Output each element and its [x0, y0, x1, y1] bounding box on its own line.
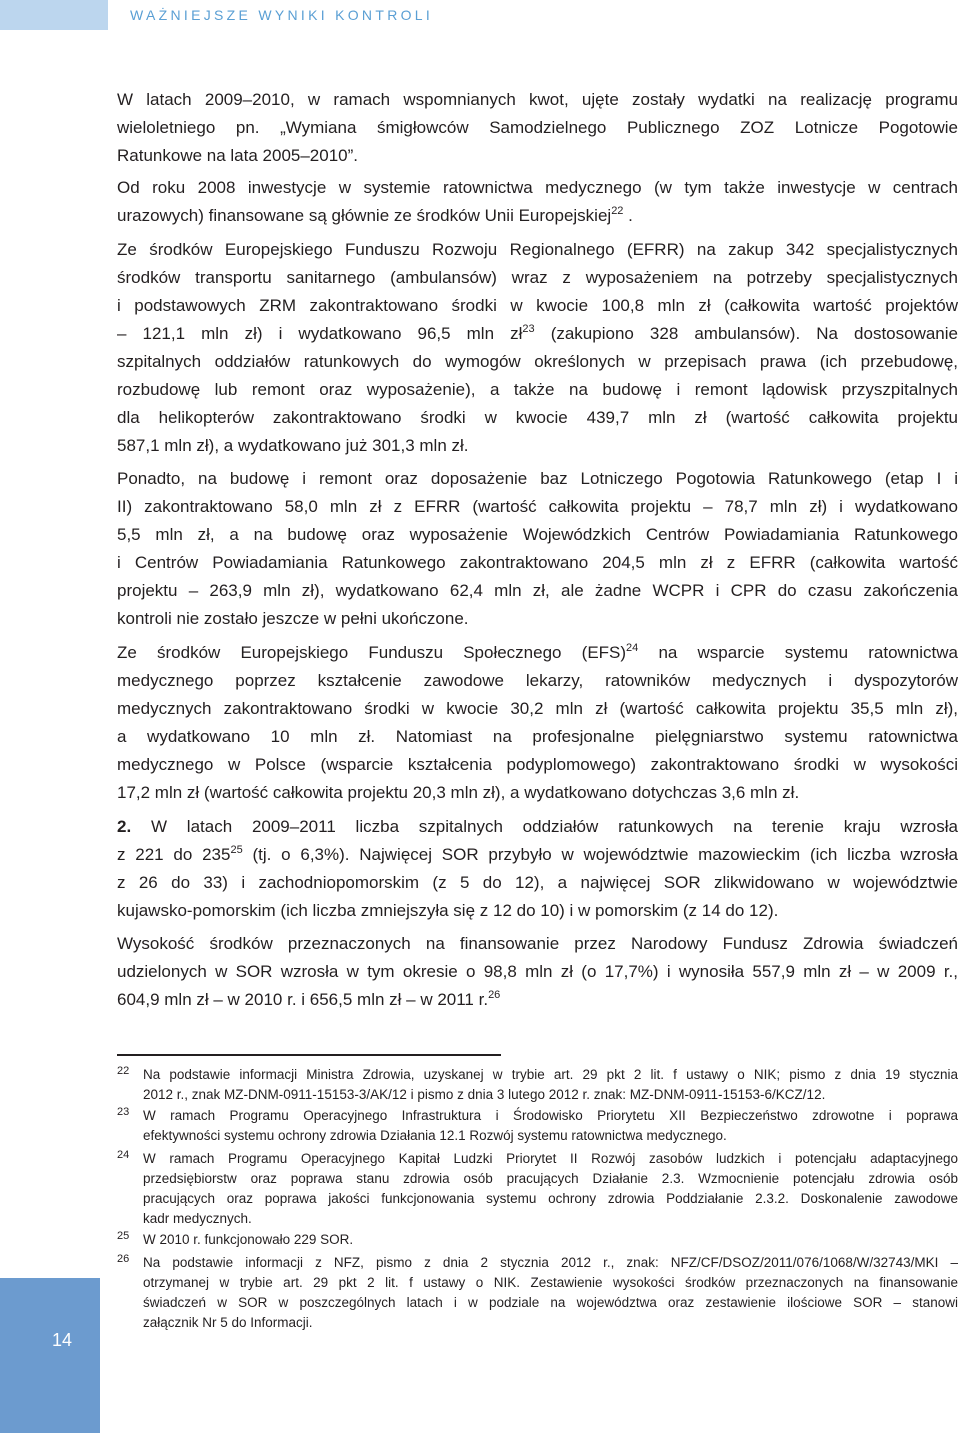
header-accent-block	[0, 0, 108, 30]
text-line	[117, 605, 958, 633]
text-line	[117, 958, 958, 986]
footnote-line: Na podstawie informacji Ministra Zdrowia, uzyskanej w trybie art. 29 pkt 2 lit. f ustawy o NIK; pismo z dnia 19 stycznia	[143, 1067, 958, 1082]
text-run: szpitalnych oddziałów ratunkowych do wymogów określonych w przepisach prawa (ich przebudowę,	[117, 352, 958, 371]
section-title: WAŻNIEJSZE WYNIKI KONTROLI	[130, 7, 434, 23]
text-run: projektu – 263,9 mln zł), wydatkowano 62,4 mln zł, ale żadne WCPR i CPR do czasu zakończenia	[117, 581, 958, 600]
text-run: a wydatkowano 10 mln zł. Natomiast na profesjonalne pielęgniarstwo systemu ratownictwa	[117, 727, 958, 746]
text-run: .	[623, 206, 633, 225]
footnote-line: W ramach Programu Operacyjnego Kapitał Ludzki Priorytet II Rozwój zasobów ludzkich i potencjału adaptacyjnego	[143, 1151, 958, 1166]
body-paragraph	[117, 813, 958, 925]
text-run: na wsparcie systemu ratownictwa	[638, 643, 958, 662]
text-run: – 121,1 mln zł) i wydatkowano 96,5 mln zł	[117, 324, 523, 343]
footnote-line: efektywności systemu ochrony zdrowia Działania 12.1 Rozwój systemu ratownictwa medycznego.	[143, 1128, 727, 1143]
footnote-text	[143, 1230, 958, 1250]
text-run: W latach 2009–2010, w ramach wspomnianych kwot, ujęte zostały wydatki na realizację programu	[117, 90, 958, 109]
footnote-reference: 22	[611, 205, 624, 217]
text-run: (zakupiono 328 ambulansów). Na dostosowanie	[534, 324, 958, 343]
text-run: i podstawowych ZRM zakontraktowano środki w kwocie 100,8 mln zł (całkowita wartość projektów	[117, 296, 958, 315]
footnote-number: 25	[117, 1230, 130, 1242]
text-run: z 221 do 235	[117, 845, 231, 864]
body-paragraph	[117, 236, 958, 460]
footnote	[117, 1106, 958, 1146]
text-line	[117, 841, 958, 869]
footnote	[117, 1065, 958, 1105]
text-run: z 26 do 33) i zachodniopomorskim (z 5 do 12), a najwięcej SOR zlikwidowano w województwie	[117, 873, 958, 892]
text-run: i Centrów Powiadamiania Ratunkowego zakontraktowano 204,5 mln zł z EFRR (całkowita wartość	[117, 553, 958, 572]
text-line	[117, 174, 958, 202]
text-line	[117, 869, 958, 897]
text-run: kujawsko-pomorskim (ich liczba zmniejszyła się z 12 do 10) i w pomorskim (z 14 do 12).	[117, 901, 779, 920]
text-line	[117, 813, 958, 841]
text-run: udzielonych w SOR wzrosła w tym okresie o 98,8 mln zł (o 17,7%) i wynosiła 557,9 mln zł – w 2009 r.,	[117, 962, 958, 981]
text-line	[117, 639, 958, 667]
text-line	[117, 695, 958, 723]
text-line	[117, 142, 958, 170]
text-run: wieloletniego pn. „Wymiana śmigłowców Samodzielnego Publicznego ZOZ Lotnicze Pogotowie	[117, 118, 958, 137]
text-run: medycznego w Polsce (wsparcie kształcenia podyplomowego) zakontraktowano środki w wysokości	[117, 755, 958, 774]
footnote-number: 24	[117, 1149, 130, 1161]
text-run: Ponadto, na budowę i remont oraz doposażenie baz Lotniczego Pogotowia Ratunkowego (etap I i	[117, 469, 958, 488]
footnote-number: 23	[117, 1106, 130, 1118]
text-line	[117, 264, 958, 292]
footnote-number: 22	[117, 1065, 130, 1077]
text-run: 5,5 mln zł, a na budowę oraz wyposażenie Wojewódzkich Centrów Powiadamiania Ratunkowego	[117, 525, 958, 544]
text-line	[117, 779, 958, 807]
footnote-reference: 26	[488, 989, 501, 1001]
footnote-line: 2012 r., znak MZ-DNM-0911-15153-3/AK/12 i pismo z dnia 3 lutego 2012 r. znak: MZ-DNM-0911-15153-6/KCZ/12.	[143, 1087, 826, 1102]
text-line	[117, 577, 958, 605]
text-run: Wysokość środków przeznaczonych na finansowanie przez Narodowy Fundusz Zdrowia świadczeń	[117, 934, 958, 953]
footnote-text	[143, 1065, 958, 1105]
footnote-reference: 23	[522, 323, 535, 335]
section-number: 2.	[117, 817, 132, 836]
text-line	[117, 404, 958, 432]
footnote-text	[143, 1253, 958, 1333]
text-line	[117, 376, 958, 404]
text-line	[117, 930, 958, 958]
text-run: dla helikopterów zakontraktowano środki w kwocie 439,7 mln zł (wartość całkowita projektu	[117, 408, 958, 427]
text-line	[117, 986, 958, 1014]
body-paragraph	[117, 174, 958, 230]
text-run: Od roku 2008 inwestycje w systemie ratownictwa medycznego (w tym także inwestycje w centrach	[117, 178, 958, 197]
text-line	[117, 114, 958, 142]
text-line	[117, 549, 958, 577]
footnote-line: pracujących oraz poprawa jakości funkcjonowania systemu ochrony zdrowia Poddziałanie 2.3.2. Doskonalenie zawodowe	[143, 1191, 958, 1206]
footnote-separator	[117, 1054, 501, 1056]
footnote-line: kadr medycznych.	[143, 1211, 252, 1226]
text-line	[117, 432, 958, 460]
footnote-text	[143, 1106, 958, 1146]
text-line	[117, 667, 958, 695]
text-line	[117, 236, 958, 264]
text-run: 17,2 mln zł (wartość całkowita projektu 20,3 mln zł), a wydatkowano dotychczas 3,6 mln zł.	[117, 783, 800, 802]
footnote-number: 26	[117, 1253, 130, 1265]
footnote-line: W ramach Programu Operacyjnego Infrastruktura i Środowisko Priorytetu XII Bezpieczeństwo zdrowotne i poprawa	[143, 1108, 958, 1123]
footnote-line: przedsiębiorstw oraz poprawa stanu zdrowia osób pracujących Działanie 2.3. Wzmocnienie potencjału zdrowia osób	[143, 1171, 958, 1186]
footnote-line: załącznik Nr 5 do Informacji.	[143, 1315, 313, 1330]
text-line	[117, 320, 958, 348]
footnote-line: otrzymanej w trybie art. 29 pkt 2 lit. f ustawy o NIK. Zestawienie wysokości środków przeznaczonych na finansowanie	[143, 1275, 958, 1290]
text-line	[117, 465, 958, 493]
text-run: medycznych zakontraktowano środki w kwocie 30,2 mln zł (wartość całkowita projektu 35,5 mln zł),	[117, 699, 958, 718]
text-run: środków transportu sanitarnego (ambulansów) wraz z wyposażeniem na potrzeby specjalistycznych	[117, 268, 958, 287]
text-line	[117, 723, 958, 751]
page-number-tab	[0, 1278, 100, 1433]
footnote-text	[143, 1149, 958, 1229]
footnote-line: W 2010 r. funkcjonowało 229 SOR.	[143, 1232, 354, 1247]
text-line	[117, 493, 958, 521]
text-line	[117, 521, 958, 549]
text-line	[117, 897, 958, 925]
footnote	[117, 1253, 958, 1333]
footnote	[117, 1149, 958, 1229]
text-line	[117, 202, 958, 230]
body-paragraph	[117, 465, 958, 633]
text-run: (tj. o 6,3%). Najwięcej SOR przybyło w województwie mazowieckim (ich liczba wzrosła	[242, 845, 958, 864]
text-run: II) zakontraktowano 58,0 mln zł z EFRR (wartość całkowita projektu – 78,7 mln zł) i wydatkowano	[117, 497, 958, 516]
body-paragraph	[117, 639, 958, 807]
text-line	[117, 751, 958, 779]
text-line	[117, 86, 958, 114]
text-run: Ze środków Europejskiego Funduszu Rozwoju Regionalnego (EFRR) na zakup 342 specjalistycznych	[117, 240, 958, 259]
footnote-line: Na podstawie informacji z NFZ, pismo z dnia 2 stycznia 2012 r., znak: NFZ/CF/DSOZ/2011/076/1068/W/32743/MKI –	[143, 1255, 958, 1270]
body-paragraph	[117, 930, 958, 1014]
text-run: kontroli nie zostało jeszcze w pełni ukończone.	[117, 609, 469, 628]
footnote-reference: 25	[230, 844, 243, 856]
text-run: 587,1 mln zł), a wydatkowano już 301,3 mln zł.	[117, 436, 469, 455]
text-line	[117, 292, 958, 320]
text-line	[117, 348, 958, 376]
text-run: 604,9 mln zł – w 2010 r. i 656,5 mln zł – w 2011 r.	[117, 990, 489, 1009]
footnote	[117, 1230, 958, 1250]
body-paragraph	[117, 86, 958, 170]
text-run: Ze środków Europejskiego Funduszu Społecznego (EFS)	[117, 643, 627, 662]
text-run: W latach 2009–2011 liczba szpitalnych oddziałów ratunkowych na terenie kraju wzrosła	[131, 817, 958, 836]
text-run: medycznego poprzez kształcenie zawodowe lekarzy, ratowników medycznych i dyspozytorów	[117, 671, 958, 690]
footnote-reference: 24	[626, 642, 639, 654]
text-run: urazowych) finansowane są głównie ze środków Unii Europejskiej	[117, 206, 612, 225]
page-number: 14	[51, 1330, 73, 1350]
footnote-line: świadczeń w SOR w poszczególnych latach i w podziale na województwa oraz zestawienie ilościowe SOR – stanowi	[143, 1295, 958, 1310]
text-run: Ratunkowe na lata 2005–2010”.	[117, 146, 359, 165]
text-run: rozbudowę lub remont oraz wyposażenie), a także na budowę i remont lądowisk przyszpitalnych	[117, 380, 958, 399]
